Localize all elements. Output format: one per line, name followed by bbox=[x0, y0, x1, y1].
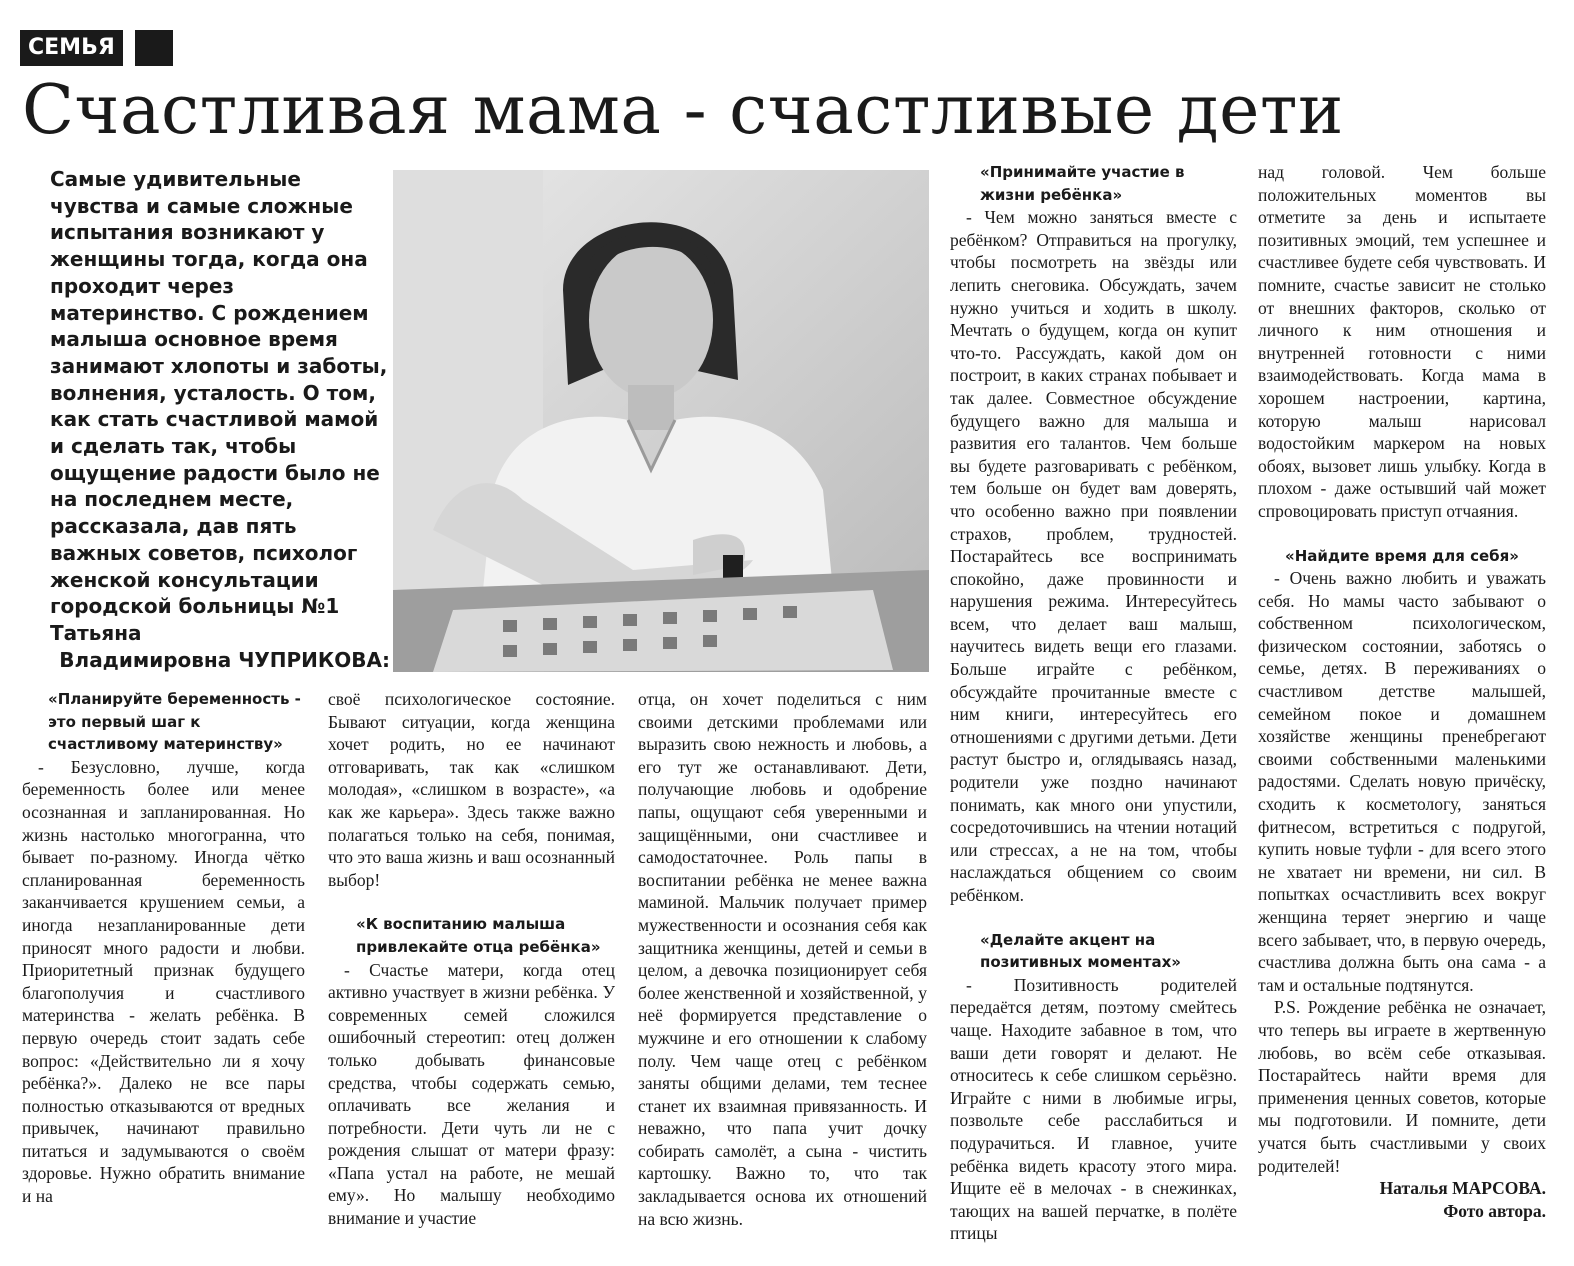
paragraph: над головой. Чем больше положительных моментов вы отметите за день и испытаете позитивных эмоций, тем успешнее и счастливее будете себя чувствовать. И помните, счастье зависит не столько от внешних факторов, сколько от личного к ним отношения и внутренней готовности с ними взаимодействовать. Когда мама в хорошем настроении, картина, которую малыш нарисовал водостойким маркером на новых обоях, вызовет лишь улыбку. Когда в плохом - даже остывший чай может спровоцировать приступ отчаяния. bbox=[1258, 162, 1546, 521]
text-column-5 bbox=[1258, 161, 1546, 1222]
text-column-1 bbox=[22, 688, 305, 1208]
article-headline: Счастливая мама - счастливые дети bbox=[22, 71, 1344, 150]
paragraph: - Счастье матери, когда отец активно участвует в жизни ребёнка. У современных семей сложился ошибочный стереотип: отец должен только добывать финансовые средства, чтобы содержать семью, оплачивать все желания и потребности. Дети чуть ли не с рождения слышат от матери фразу: «Папа устал на работе, не мешай ему». Но малышу необходимо внимание и участие bbox=[328, 959, 615, 1229]
paragraph: отца, он хочет поделиться с ним своими детскими проблемами или выразить свою нежность и любовь, а его тут же останавливают. Дети, получающие любовь и одобрение папы, ощущают себя уверенными и защищёнными, они счастливее и самодостаточнее. Роль папы в воспитании ребёнка не менее важна маминой. Мальчик получает пример мужественности и осознания себя как защитника женщины, детей и семьи в целом, а девочка позиционирует себя более женственной и хозяйственной, у неё формируется представление о мужчине и его отношении к слабому полу. Чем чаще отец с ребёнком заняты общими делами, тем теснее станет их взаимная привязанность. И неважно, что папа учит дочку собирать самолёт, а сына - чистить картошку. Важно то, что так закладывается основа их отношений на всю жизнь. bbox=[638, 689, 927, 1229]
text-column-3 bbox=[638, 688, 927, 1230]
lead-byline: Владимировна ЧУПРИКОВА: bbox=[59, 647, 390, 672]
paragraph: - Чем можно заняться вместе с ребёнком? Отправиться на прогулку, чтобы посмотреть на звёзды или лепить снеговика. Обсуждать, зачем нужно учиться и ходить в школу. Мечтать о будущем, когда он купит что-то. Рассуждать, какой дом он построит, в каких странах побывает и так далее. Совместное обсуждение будущего важно для малыша и развития его талантов. Чем больше вы будете разговаривать с ребёнком, тем больше он будет вам доверять, что особенно важно при появлении страхов, проблем, трудностей. Постарайтесь все воспринимать спокойно, даже провинности и нарушения режима. Интересуйтесь всем, что делает ваш малыш, научитесь видеть вещи его глазами. Больше играйте с ребёнком, обсуждайте прочитанные вместе с ним книги, интересуйтесь его отношениями с другими детьми. Дети растут быстро и, оглядываясь назад, родители уже поздно начинают понимать, как много они упустили, сосредоточившись на чтении нотаций или стрессах, а не на том, чтобы наслаждаться общением со своим ребёнком. bbox=[950, 207, 1237, 905]
subheading-plan-pregnancy: «Планируйте беременность - это первый шаг к счастливому материнству» bbox=[48, 690, 301, 754]
subheading-involve-father: «К воспитанию малыша привлекайте отца ребёнка» bbox=[356, 915, 601, 956]
paragraph: своё психологическое состояние. Бывают ситуации, когда женщина хочет родить, но ее начинают отговаривать, так как «слишком молодая», «слишком в возрасте», «а как же карьера». Здесь также важно полагаться только на себя, понимая, что это ваша жизнь и ваш осознанный выбор! bbox=[328, 689, 615, 890]
section-label: СЕМЬЯ bbox=[20, 30, 123, 66]
lead-text: Самые удивительные чувства и самые сложные испытания возникают у женщины тогда, когда она проходит через материнство. С рождением малыша основное время занимают хлопоты и заботы, волнения, усталость. О том, как стать счастливой мамой и сделать так, чтобы ощущение радости было не на последнем месте, рассказала, дав пять важных советов, психолог женской консультации городской больницы №1 Татьяна bbox=[50, 167, 388, 645]
paragraph: - Позитивность родителей передаётся детям, поэтому смейтесь чаще. Находите забавное в том, что ваши дети говорят и делают. Не относитесь к себе слишком серьёзно. Играйте с ними в любимые игры, позвольте себе расслабиться и подурачиться. И главное, учите ребёнка видеть красоту этого мира. Ищите её в мелочах - в снежинках, тающих на вашей перчатке, в полёте птицы bbox=[950, 974, 1237, 1244]
subheading-positive-moments: «Делайте акцент на позитивных моментах» bbox=[980, 930, 1181, 972]
portrait-photo bbox=[393, 170, 929, 672]
text-column-4 bbox=[950, 161, 1237, 1245]
section-marker bbox=[135, 30, 173, 66]
author-signature: Наталья МАРСОВА. bbox=[1379, 1178, 1546, 1199]
subheading-take-part: «Принимайте участие в жизни ребёнка» bbox=[980, 163, 1185, 204]
article-lead bbox=[50, 166, 390, 673]
subheading-time-for-self: «Найдите время для себя» bbox=[1285, 546, 1519, 565]
paragraph: - Очень важно любить и уважать себя. Но мамы часто забывают о собственном психологическом, физическом состоянии, заботясь о семье, детях. В переживаниях о счастливом детстве малышей, семейном покое и домашнем хозяйстве женщины пренебрегают своими собственными маленькими радостями. Сделать новую причёску, сходить к косметологу, заняться фитнесом, встретиться с подругой, купить новые туфли - для всего этого не хватает ни времени, ни сил. В попытках осчастливить всех вокруг женщина теряет энергию и чаще всего забывает, что, в первую очередь, счастлива должна быть она сама - а там и остальные подтянутся. bbox=[1258, 568, 1546, 995]
photo-credit: Фото автора. bbox=[1443, 1200, 1546, 1221]
section-tag bbox=[20, 30, 173, 66]
paragraph: - Безусловно, лучше, когда беременность более или менее осознанная и запланированная. Но жизнь настолько многогранна, что бывает по-разному. Иногда чётко спланированная беременность заканчивается крушением семьи, а иногда незапланированные дети приносят много радости и любви. Приоритетный признак будущего благополучия и счастливого материнства - желать ребёнка. В первую очередь стоит задать себе вопрос: «Действительно ли я хочу ребёнка?». Далеко не все пары полностью отказываются от вредных привычек, начинают правильно питаться и задумываются о своём здоровье. Нужно обратить внимание и на bbox=[22, 756, 305, 1207]
text-column-2 bbox=[328, 688, 615, 1230]
postscript: P.S. Рождение ребёнка не означает, что теперь вы играете в жертвенную любовь, во всём себе отказывая. Постарайтесь найти время для применения ценных советов, которые мы подготовили. И помните, дети учатся быть счастливыми у своих родителей! bbox=[1258, 997, 1546, 1176]
article-photo bbox=[393, 170, 929, 672]
